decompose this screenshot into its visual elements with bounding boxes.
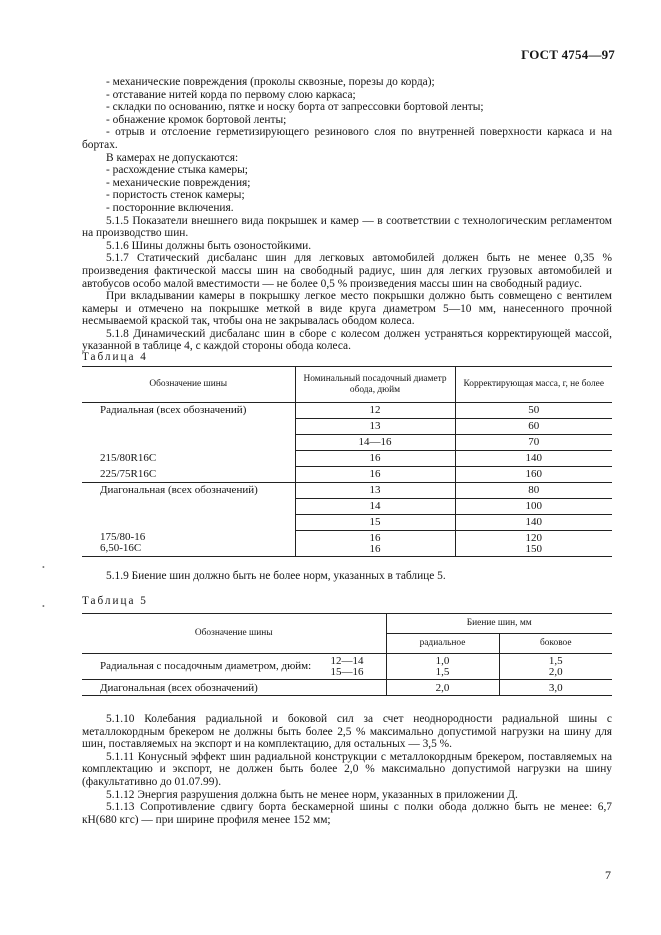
table5-header-group: Биение шин, мм [386,614,612,634]
table4-value: 175/80-16 [100,531,146,544]
paragraph: 5.1.8 Динамический дисбаланс шин в сборе с колесом должен устраняться корректирующей массой, указанной в таблице 4, с каждой стороны обода колеса. [82,327,612,353]
table4-value: 60 [528,420,540,432]
paragraph: В камерах не допускаются: [106,151,239,164]
table4-cell-diam [295,467,455,483]
table4-value: 150 [525,542,542,555]
table4-cell-diam [295,499,455,515]
table4-header-mass: Корректирующая масса, г, не более [463,379,604,390]
table4-cell-name [82,435,295,451]
table-row [82,515,612,531]
table4-value: 100 [525,500,542,512]
table4-value: 140 [525,516,542,528]
table4-cell-mass [455,499,612,515]
table4-value [100,501,291,512]
table4-value: 225/75R16C [100,467,157,480]
section-text-top [82,76,612,353]
table4-cell-mass [455,467,612,483]
table4-cell-mass [455,515,612,531]
table4-value: Диагональная (всех обозначений) [100,484,258,497]
table4-cell-diam [295,451,455,467]
paragraph: 5.1.10 Колебания радиальной и боковой сил за счет неоднородности радиальной шины с металлокордным брекером не должны быть более 2,5 % максимально допустимой нагрузки на шину для шин, поставляемых на экспорт и на комплектацию, для остальных — 3,5 %. [82,713,612,751]
paragraph: 5.1.5 Показатели внешнего вида покрышек и камер — в соответствии с технологическим регламентом на производство шин. [82,214,612,240]
paragraph: - механические повреждения; [106,176,251,189]
paragraph-519 [82,570,612,583]
table4-value: 16 [369,531,381,544]
table4-value: 160 [525,468,542,480]
table4-cell-name [82,499,295,515]
table4-cell-diam [295,403,455,419]
table4-value: 13 [369,420,381,432]
table5-row1-d2: 15—16 [330,666,364,678]
table4-value [100,437,291,448]
paragraph: - механические повреждения (проколы сквозные, порезы до корда); [106,76,435,88]
paragraph: 5.1.9 Биение шин должно быть не более норм, указанных в таблице 5. [106,570,446,582]
table5-row2-radial: 2,0 [386,680,499,696]
paragraph: - отставание нитей корда по первому слою каркаса; [106,88,356,101]
table4-value: 70 [528,436,540,448]
table4-value: 215/80R16C [100,452,157,464]
table5-row1-lateral-1: 1,5 [548,654,563,667]
table4-cell-diam [295,483,455,499]
table4-value [100,517,291,528]
table5-row1-radial-2: 1,5 [435,665,450,678]
table4-cell-name [82,467,295,483]
table5-header-radial: радиальное [386,634,499,654]
table-row [82,467,612,483]
table4-value: 80 [528,484,540,496]
paragraph: - отрыв и отслоение герметизирующего резинового слоя по внутренней поверхности каркаса и на бортах. [82,126,612,151]
paragraph: - расхождение стыка камеры; [106,164,248,177]
table4-header-name: Обозначение шины [82,367,295,403]
table4-cell-name [82,403,295,419]
table4-cell-mass [455,403,612,419]
table4-cell-name [82,531,295,557]
table4-value: 6,50-16C [100,542,142,555]
table5-row1-lateral-2: 2,0 [548,665,563,678]
page-number: 7 [605,868,611,882]
table-row [82,419,612,435]
scan-dot: • [42,563,45,572]
table4-value [100,421,291,432]
table4-cell-name [82,419,295,435]
table4-value: 140 [525,452,542,464]
paragraph: 5.1.12 Энергия разрушения должна быть не менее норм, указанных в приложении Д. [106,788,518,801]
table5-caption: Таблица 5 [82,595,148,607]
table5-row2-name: Диагональная (всех обозначений) [82,680,386,696]
table4-header-diameter: Номинальный посадочный диаметр обода, дюйм [295,367,455,403]
table4-cell-name [82,451,295,467]
paragraph: 5.1.11 Конусный эффект шин радиальной конструкции с металлокордным брекером, поставляемых на комплектацию и экспорт, не должен быть более 2,0 % максимально допустимой нагрузки на шину (факультативно до 01.07.99). [82,750,612,788]
table4-cell-diam [295,515,455,531]
table4-cell-diam [295,435,455,451]
paragraph: При вкладывании камеры в покрышку легкое место покрышки должно быть совмещено с вентилем камеры и отмечено на покрышке меткой в виде круга диаметром 5—10 мм, нанесенного прочной несмываемой краской так, чтобы она не закрывалась ободом колеса. [82,290,612,328]
paragraph: 5.1.7 Статический дисбаланс шин для легковых автомобилей должен быть не менее 0,35 % произведения фактической массы шин на свободный радиус, шин для легких грузовых автомобилей и автобусов особо малой вместимости — не более 0,5 % произведения массы шин на свободный радиус. [82,252,612,290]
section-text-bottom [82,713,612,826]
table-row [82,680,612,696]
table4-value: 120 [525,531,542,544]
table4-cell-name [82,483,295,499]
table4-cell-diam [295,419,455,435]
table-row [82,451,612,467]
table5-row2-lateral: 3,0 [548,681,563,694]
paragraph: - пористость стенок камеры; [106,189,245,202]
paragraph: - посторонние включения. [106,201,234,214]
paragraph: - обнажение кромок бортовой ленты; [106,113,287,126]
table4-value: 16 [369,468,381,480]
paragraph: 5.1.6 Шины должны быть озоностойкими. [106,239,312,252]
table-row [82,403,612,419]
table5-row1-name: Радиальная с посадочным диаметром, дюйм: [100,660,312,672]
table4-cell-mass [455,531,612,557]
table-row [82,531,612,557]
table-row [82,654,612,680]
document-code: ГОСТ 4754—97 [521,47,615,62]
paragraph: 5.1.13 Сопротивление сдвигу борта бескамерной шины с полки обода должно быть не менее: 6,7 кН(680 кгс) — при ширине профиля менее 152 мм; [82,801,612,826]
table4-caption: Таблица 4 [82,351,148,363]
table4-value: 50 [528,404,540,416]
table5-header-name: Обозначение шины [82,614,386,654]
table5-header-lateral: боковое [539,638,572,649]
table5-row1-radial-1: 1,0 [435,654,450,667]
table-row [82,435,612,451]
table-4 [82,366,612,557]
table4-value: 16 [369,542,381,555]
table4-cell-mass [455,451,612,467]
table4-cell-name [82,515,295,531]
table4-value: 14 [369,500,381,512]
table5-row1-d1: 12—14 [330,655,364,667]
table4-cell-mass [455,435,612,451]
table4-cell-mass [455,483,612,499]
scan-dot: • [42,602,45,611]
table4-value: Радиальная (всех обозначений) [100,404,247,417]
table4-value: 12 [369,404,381,416]
table4-value: 15 [369,516,381,528]
table4-value: 13 [369,484,381,496]
table4-value: 16 [369,452,381,464]
table-row [82,483,612,499]
table4-value: 14—16 [358,436,392,448]
table4-cell-diam [295,531,455,557]
table4-cell-mass [455,419,612,435]
table-5 [82,613,612,696]
table-row [82,499,612,515]
paragraph: - складки по основанию, пятке и носку борта от запрессовки бортовой ленты; [106,101,484,114]
